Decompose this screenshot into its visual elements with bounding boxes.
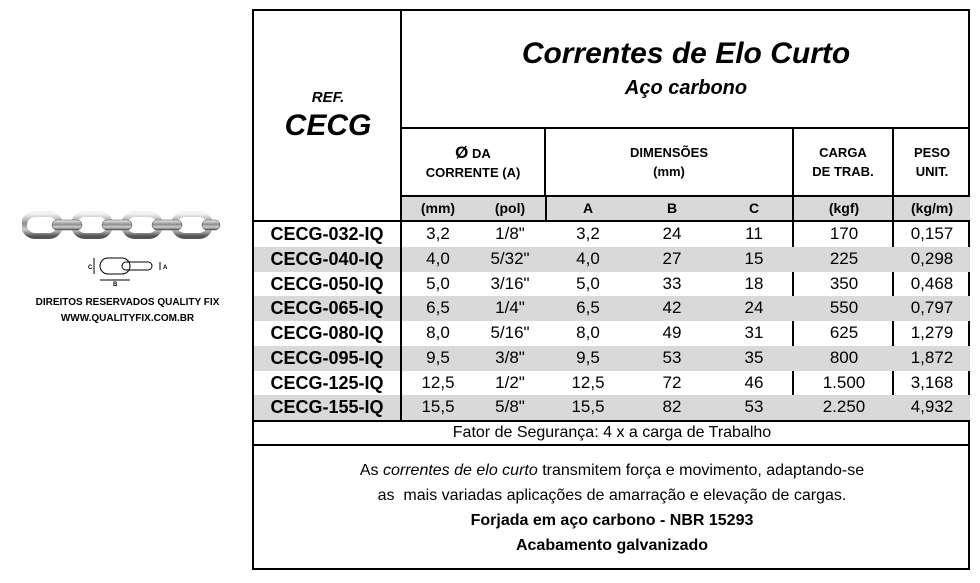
column-header-load (794, 129, 894, 195)
table-row (254, 296, 970, 321)
cell-pol: 1/4" (495, 298, 525, 318)
cell-pol: 5/32" (490, 248, 530, 268)
table-body (254, 222, 970, 420)
cell-c: 18 (744, 273, 764, 293)
cell-kgf: 1.500 (822, 372, 866, 392)
cell-c: 31 (744, 323, 764, 342)
column-header-diameter (402, 129, 546, 195)
row-code: CECG-095-IQ (254, 346, 402, 371)
cell-pol: 1/8" (495, 224, 525, 243)
cell-pol: 5/8" (495, 397, 525, 417)
cell-pol: 5/16" (490, 323, 530, 342)
chain-image (22, 208, 222, 246)
description-line-1 (254, 458, 970, 483)
cell-b: 24 (662, 224, 682, 243)
table-row (254, 321, 970, 346)
ref-code: CECG (284, 109, 372, 142)
row-code: CECG-040-IQ (254, 247, 402, 272)
cell-c: 24 (744, 298, 764, 318)
website-text: WWW.QUALITYFIX.COM.BR (60, 313, 195, 324)
cell-c: 53 (744, 397, 764, 417)
load-label-1: CARGA (819, 145, 867, 160)
description-text: transmitem força e movimento, adaptando-se (542, 462, 865, 479)
cell-a: 4,0 (576, 248, 600, 268)
cell-c: 46 (744, 372, 764, 392)
cell-kgm: 0,157 (910, 224, 954, 243)
weight-label-1: PESO (913, 145, 951, 160)
material-text: Forjada em aço carbono - NBR 15293 (470, 512, 754, 529)
cell-c: 15 (744, 248, 764, 268)
copyright-text: DIREITOS RESERVADOS QUALITY FIX (35, 297, 220, 308)
cell-b: 49 (662, 323, 682, 342)
page-subtitle: Aço carbono (624, 77, 748, 99)
description-line-2: as mais variadas aplicações de amarração e elevação de cargas. (377, 487, 847, 504)
divider (254, 444, 970, 446)
diameter-label-da: DA (472, 145, 491, 161)
cell-kgf: 800 (829, 347, 859, 367)
cell-kgf: 625 (829, 323, 859, 342)
units-row (402, 197, 970, 220)
column-header-dimensions (546, 129, 794, 195)
table-row (254, 395, 970, 420)
cell-b: 82 (662, 397, 682, 417)
unit-kgm: (kg/m) (911, 200, 953, 216)
finish-text: Acabamento galvanizado (515, 537, 709, 554)
cell-a: 5,0 (576, 273, 600, 293)
cell-a: 3,2 (576, 224, 600, 243)
cell-pol: 1/2" (495, 372, 525, 392)
column-header-weight (894, 129, 970, 195)
cell-pol: 3/8" (495, 347, 525, 367)
material-spec (254, 508, 970, 533)
row-code: CECG-125-IQ (254, 371, 402, 396)
diameter-symbol: Ø (455, 142, 469, 162)
cell-b: 53 (662, 347, 682, 367)
cell-kgm: 1,872 (910, 347, 954, 367)
unit-pol: (pol) (494, 200, 526, 216)
cell-mm: 6,5 (426, 298, 450, 318)
diagram-label-b: B (113, 282, 118, 286)
description (254, 458, 970, 558)
row-code: CECG-080-IQ (254, 321, 402, 346)
description-text: As (359, 462, 379, 479)
cell-mm: 9,5 (426, 347, 450, 367)
dimensions-label: DIMENSÕES (629, 145, 708, 160)
cell-kgf: 350 (829, 273, 859, 293)
cell-kgm: 0,298 (910, 248, 954, 268)
cell-a: 9,5 (576, 347, 600, 367)
cell-kgf: 225 (829, 248, 859, 268)
spec-table (252, 9, 970, 570)
cell-a: 12,5 (571, 372, 605, 392)
page-title: Correntes de Elo Curto (521, 37, 851, 70)
row-code: CECG-050-IQ (254, 272, 402, 297)
finish-spec (254, 533, 970, 558)
cell-kgf: 170 (829, 224, 859, 243)
cell-a: 8,0 (576, 323, 600, 342)
safety-factor: Fator de Segurança: 4 x a carga de Trabalho (452, 424, 772, 441)
cell-mm: 15,5 (421, 397, 455, 417)
table-row (254, 371, 970, 396)
cell-kgm: 0,797 (910, 298, 954, 318)
cell-a: 15,5 (571, 397, 605, 417)
ref-label: REF. (311, 89, 345, 106)
cell-mm: 5,0 (426, 273, 450, 293)
cell-kgm: 3,168 (910, 372, 954, 392)
cell-c: 35 (744, 347, 764, 367)
table-row (254, 222, 970, 247)
row-code: CECG-155-IQ (254, 395, 402, 420)
diagram-label-a: A (163, 265, 168, 271)
cell-kgm: 4,932 (910, 397, 954, 417)
cell-b: 33 (662, 273, 682, 293)
ref-cell (254, 11, 402, 220)
table-row (254, 346, 970, 371)
chain-dimension-diagram (82, 250, 170, 286)
left-panel (0, 0, 250, 583)
cell-mm: 12,5 (421, 372, 455, 392)
row-code: CECG-065-IQ (254, 296, 402, 321)
unit-mm: (mm) (420, 200, 456, 216)
unit-a: A (582, 200, 594, 216)
unit-c: C (748, 200, 760, 216)
cell-b: 42 (662, 298, 682, 318)
weight-label-2: UNIT. (915, 164, 949, 179)
unit-b: B (666, 200, 678, 216)
table-row (254, 247, 970, 272)
cell-c: 11 (745, 224, 763, 243)
dimensions-unit: (mm) (653, 164, 685, 179)
cell-mm: 8,0 (426, 323, 450, 342)
unit-kgf: (kgf) (828, 200, 860, 216)
diagram-label-c: C (88, 265, 93, 271)
cell-kgf: 550 (829, 298, 859, 318)
cell-kgm: 1,279 (910, 323, 954, 342)
description-italic: correntes de elo curto (382, 462, 538, 479)
cell-pol: 3/16" (490, 273, 530, 293)
row-code: CECG-032-IQ (254, 222, 402, 247)
table-row (254, 272, 970, 297)
cell-kgm: 0,468 (910, 273, 954, 293)
cell-b: 72 (662, 372, 682, 392)
cell-mm: 4,0 (426, 248, 450, 268)
cell-mm: 3,2 (426, 224, 450, 243)
cell-b: 27 (662, 248, 682, 268)
diameter-label: CORRENTE (A) (425, 164, 521, 180)
cell-a: 6,5 (576, 298, 600, 318)
cell-kgf: 2.250 (822, 397, 866, 417)
load-label-2: DE TRAB. (812, 164, 874, 179)
